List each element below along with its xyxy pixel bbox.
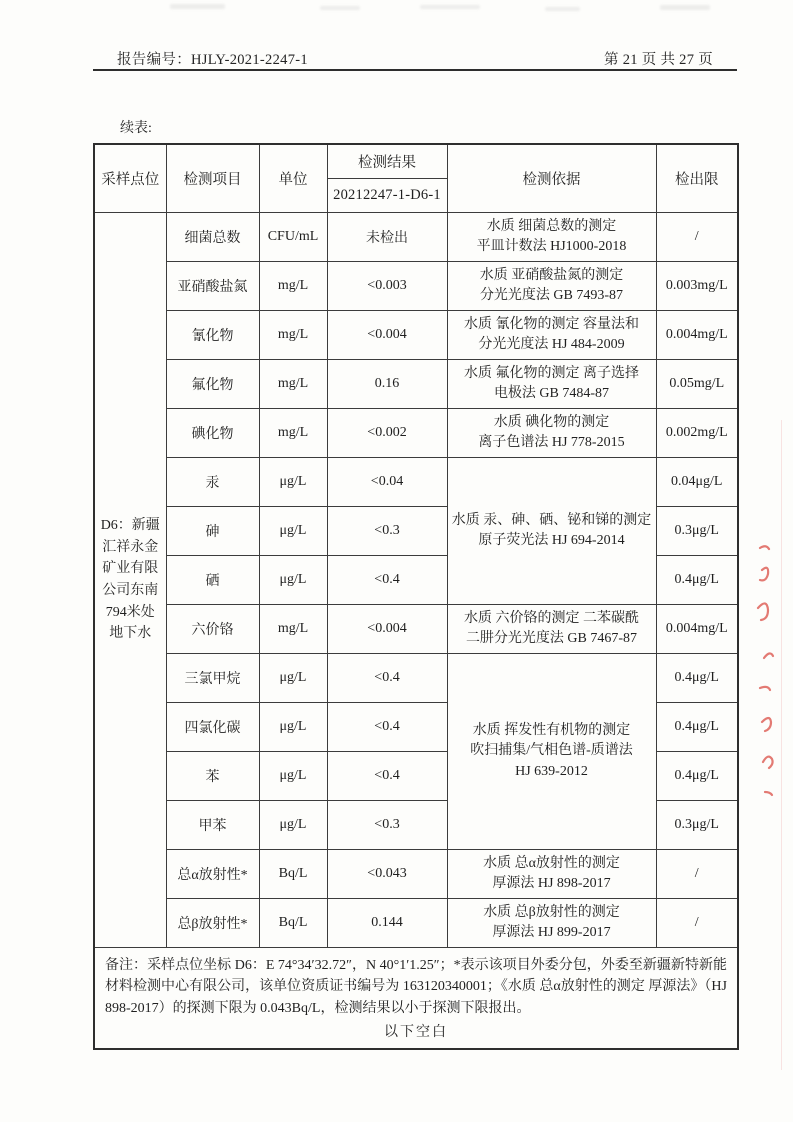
remarks-text: 备注：采样点位坐标 D6：E 74°34′32.72″，N 40°1′1.25″；*表示该项目外委分包，外委至新疆新特新能材料检测中心有限公司，该单位资质证书编号为 163120340001；《水质 总α放射性的测定 厚源法》（HJ 898-2017）的探测下限为 0.043Bq/L，检测结果以小于探测下限报出。 <box>105 958 727 1016</box>
method-basis-cell-line: 原子荧光法 HJ 694-2014 <box>478 533 625 548</box>
method-basis-cell-line: 水质 细菌总数的测定 <box>486 218 617 234</box>
test-results-table <box>93 143 739 1050</box>
method-basis-cell <box>447 654 656 850</box>
method-basis-cell-line: 分光光度法 HJ 484-2009 <box>478 337 625 352</box>
item-name-cell: 亚硝酸盐氮 <box>166 262 259 311</box>
unit-cell: Bq/L <box>259 899 327 948</box>
method-basis-cell-line: 电极法 GB 7484-87 <box>493 386 610 401</box>
method-basis-cell-line: 水质 挥发性有机物的测定 <box>472 723 631 739</box>
item-name-cell: 硒 <box>166 556 259 605</box>
result-value-cell: <0.4 <box>327 703 447 752</box>
scan-smudge <box>170 4 225 9</box>
item-name-cell: 六价铬 <box>166 605 259 654</box>
item-name-cell: 细菌总数 <box>166 213 259 262</box>
table-row <box>94 262 738 311</box>
method-basis-cell-line: 二肼分光光度法 GB 7467-87 <box>465 631 638 646</box>
method-basis-cell <box>447 605 656 654</box>
sample-point-cell-line: 矿业有限 <box>102 561 159 577</box>
method-basis-cell-line: 厚源法 HJ 898-2017 <box>492 876 611 891</box>
unit-cell: μg/L <box>259 556 327 605</box>
page-header <box>117 48 713 69</box>
result-value-cell: <0.4 <box>327 556 447 605</box>
method-basis-cell <box>447 899 656 948</box>
method-basis-cell-line: 厚源法 HJ 899-2017 <box>492 925 611 940</box>
method-basis-cell <box>447 311 656 360</box>
col-header-unit: 单位 <box>259 144 327 213</box>
method-basis-cell-line: 水质 六价铬的测定 二苯碳酰 <box>464 610 639 626</box>
method-basis-cell-line: 离子色谱法 HJ 778-2015 <box>478 435 625 450</box>
item-name-cell: 砷 <box>166 507 259 556</box>
unit-cell: μg/L <box>259 458 327 507</box>
result-value-cell: <0.3 <box>327 507 447 556</box>
result-value-cell: <0.003 <box>327 262 447 311</box>
unit-cell: μg/L <box>259 801 327 850</box>
result-value-cell: 0.16 <box>327 360 447 409</box>
result-value-cell: <0.004 <box>327 605 447 654</box>
page-number: 第 21 页 共 27 页 <box>603 52 713 68</box>
result-value-cell: <0.4 <box>327 654 447 703</box>
sample-point-cell-line: D6：新疆 <box>100 517 160 533</box>
detection-limit-cell: 0.4μg/L <box>656 654 738 703</box>
result-value-cell: <0.043 <box>327 850 447 899</box>
detection-limit-cell: 0.004mg/L <box>656 311 738 360</box>
scan-edge-line <box>781 420 782 1070</box>
detection-limit-cell: 0.4μg/L <box>656 703 738 752</box>
header-rule <box>93 69 737 71</box>
sample-point-cell <box>94 213 166 948</box>
results-tbody <box>94 213 738 948</box>
result-value-cell: 0.144 <box>327 899 447 948</box>
table-footer <box>94 948 738 1050</box>
item-name-cell: 碘化物 <box>166 409 259 458</box>
sample-point-cell-line: 汇祥永金 <box>102 539 159 555</box>
detection-limit-cell: 0.3μg/L <box>656 801 738 850</box>
continued-table-label: 续表: <box>120 121 152 136</box>
item-name-cell: 甲苯 <box>166 801 259 850</box>
detection-limit-cell: 0.003mg/L <box>656 262 738 311</box>
method-basis-cell-line: HJ 639-2012 <box>515 763 588 779</box>
method-basis-cell-line: 水质 总β放射性的测定 <box>483 904 620 920</box>
scan-smudge <box>660 5 710 10</box>
unit-cell: μg/L <box>259 507 327 556</box>
method-basis-cell-line: 分光光度法 GB 7493-87 <box>479 288 624 303</box>
result-value-cell: <0.3 <box>327 801 447 850</box>
item-name-cell: 氟化物 <box>166 360 259 409</box>
method-basis-cell <box>447 409 656 458</box>
detection-limit-cell: 0.004mg/L <box>656 605 738 654</box>
method-basis-cell <box>447 850 656 899</box>
method-basis-cell-line: 水质 碘化物的测定 <box>493 414 610 430</box>
red-margin-marks <box>738 530 792 830</box>
result-value-cell: <0.004 <box>327 311 447 360</box>
detection-limit-cell: / <box>656 213 738 262</box>
table-row <box>94 654 738 703</box>
scan-smudge <box>420 5 480 9</box>
unit-cell: mg/L <box>259 605 327 654</box>
method-basis-cell-line: 吹扫捕集/气相色谱-质谱法 <box>470 743 633 759</box>
method-basis-cell-line: 水质 亚硝酸盐氮的测定 <box>479 267 624 283</box>
unit-cell: mg/L <box>259 409 327 458</box>
result-value-cell: 未检出 <box>327 213 447 262</box>
unit-cell: mg/L <box>259 360 327 409</box>
report-number: 报告编号：HJLY-2021-2247-1 <box>117 52 308 68</box>
unit-cell: Bq/L <box>259 850 327 899</box>
col-header-limit: 检出限 <box>656 144 738 213</box>
detection-limit-cell: / <box>656 850 738 899</box>
method-basis-cell-line: 水质 氟化物的测定 离子选择 <box>464 365 639 381</box>
item-name-cell: 四氯化碳 <box>166 703 259 752</box>
blank-below-label: 以下空白 <box>384 1024 448 1040</box>
col-header-result: 检测结果 <box>327 144 447 179</box>
table-row <box>94 458 738 507</box>
unit-cell: mg/L <box>259 262 327 311</box>
unit-cell: μg/L <box>259 752 327 801</box>
unit-cell: CFU/mL <box>259 213 327 262</box>
sample-point-cell-line: 公司东南 <box>102 583 159 598</box>
method-basis-cell-line: 平皿计数法 HJ1000-2018 <box>476 239 627 254</box>
sample-point-cell-line: 794米处 <box>105 604 155 620</box>
col-header-sample-point: 采样点位 <box>94 144 166 213</box>
scan-smudge <box>545 7 580 11</box>
unit-cell: μg/L <box>259 703 327 752</box>
item-name-cell: 苯 <box>166 752 259 801</box>
item-name-cell: 氰化物 <box>166 311 259 360</box>
table-row <box>94 311 738 360</box>
sample-point-cell-line: 地下水 <box>109 626 152 642</box>
remarks-cell <box>94 948 738 1050</box>
table-row <box>94 213 738 262</box>
unit-cell: mg/L <box>259 311 327 360</box>
detection-limit-cell: / <box>656 899 738 948</box>
method-basis-cell <box>447 360 656 409</box>
detection-limit-cell: 0.04μg/L <box>656 458 738 507</box>
item-name-cell: 总β放射性* <box>166 899 259 948</box>
table-header <box>94 144 738 213</box>
method-basis-cell-line: 水质 汞、砷、硒、铋和锑的测定 <box>451 512 652 528</box>
table-row <box>94 850 738 899</box>
table-row <box>94 409 738 458</box>
table-row <box>94 360 738 409</box>
col-header-item: 检测项目 <box>166 144 259 213</box>
result-value-cell: <0.002 <box>327 409 447 458</box>
item-name-cell: 总α放射性* <box>166 850 259 899</box>
method-basis-cell-line: 水质 氰化物的测定 容量法和 <box>464 316 639 332</box>
detection-limit-cell: 0.3μg/L <box>656 507 738 556</box>
unit-cell: μg/L <box>259 654 327 703</box>
sample-id: 20212247-1-D6-1 <box>327 179 447 213</box>
table-row <box>94 899 738 948</box>
detection-limit-cell: 0.4μg/L <box>656 556 738 605</box>
result-value-cell: <0.4 <box>327 752 447 801</box>
method-basis-cell-line: 水质 总α放射性的测定 <box>483 855 620 871</box>
item-name-cell: 三氯甲烷 <box>166 654 259 703</box>
detection-limit-cell: 0.4μg/L <box>656 752 738 801</box>
method-basis-cell <box>447 213 656 262</box>
scan-smudge <box>320 6 360 10</box>
detection-limit-cell: 0.002mg/L <box>656 409 738 458</box>
method-basis-cell <box>447 262 656 311</box>
item-name-cell: 汞 <box>166 458 259 507</box>
method-basis-cell <box>447 458 656 605</box>
detection-limit-cell: 0.05mg/L <box>656 360 738 409</box>
col-header-basis: 检测依据 <box>447 144 656 213</box>
result-value-cell: <0.04 <box>327 458 447 507</box>
table-row <box>94 605 738 654</box>
